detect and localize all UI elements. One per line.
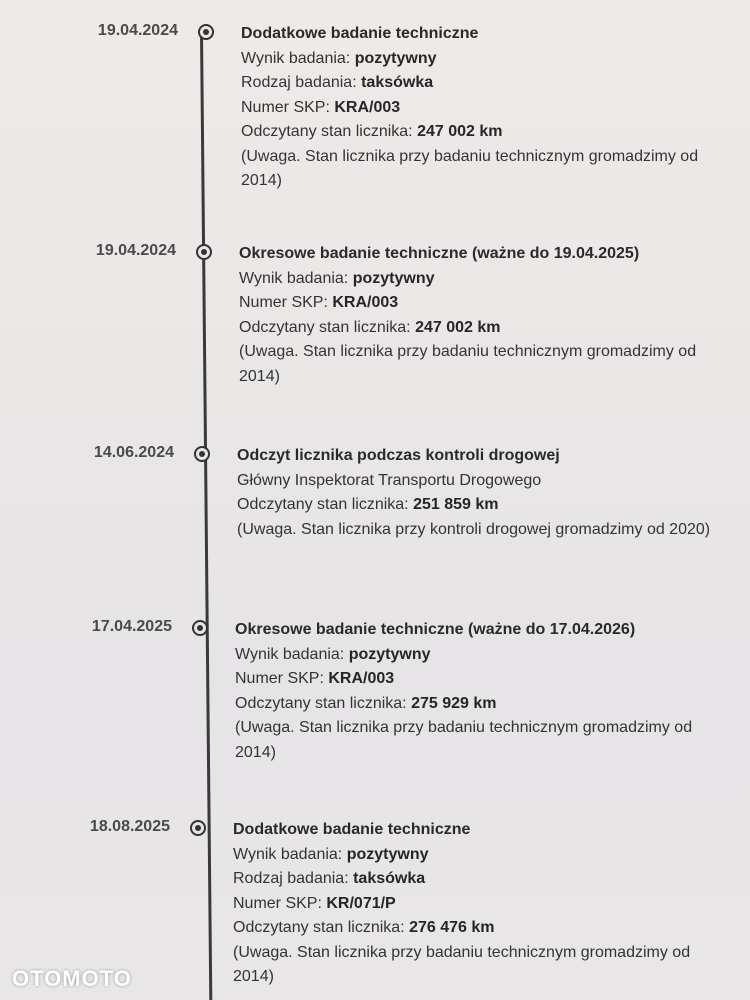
line-value: KRA/003 <box>332 294 399 311</box>
line-label: Numer SKP: <box>235 670 329 687</box>
otomoto-watermark-logo: OTOMOTO <box>12 966 132 991</box>
entry-line <box>241 47 750 72</box>
line-value: KRA/003 <box>334 98 401 116</box>
entry-line <box>237 493 750 518</box>
entry-title: Okresowe badanie techniczne (ważne do 17.04.2026) <box>235 621 636 638</box>
entry-line <box>233 867 750 892</box>
line-value: pozytywny <box>348 645 431 663</box>
entry-line <box>233 892 750 917</box>
line-value: 251 859 km <box>413 496 499 513</box>
entry-line <box>239 291 750 316</box>
entry-line <box>233 916 750 941</box>
entry-details <box>237 444 750 542</box>
entry-note: (Uwaga. Stan licznika przy badaniu technicznym gromadzimy od 2014) <box>233 943 691 985</box>
line-value: taksówka <box>361 74 434 91</box>
line-value: 276 476 km <box>409 919 495 936</box>
line-value: taksówka <box>353 870 426 887</box>
entry-line <box>239 316 750 341</box>
line-label: Odczytany stan licznika: <box>239 318 416 336</box>
entry-line <box>233 843 750 868</box>
line-value: KRA/003 <box>328 670 395 687</box>
entry-date: 19.04.2024 <box>95 242 176 259</box>
line-value: pozytywny <box>346 845 429 863</box>
line-label: Odczytany stan licznika: <box>241 123 418 140</box>
line-value: 247 002 km <box>417 123 503 140</box>
line-label: Odczytany stan licznika: <box>237 496 414 513</box>
entry-title: Odczyt licznika podczas kontroli drogowej <box>237 447 560 464</box>
entry-title: Dodatkowe badanie techniczne <box>233 821 471 838</box>
entry-details <box>233 818 750 990</box>
line-label: Wynik badania: <box>239 269 353 287</box>
entry-line <box>235 667 750 692</box>
timeline-dot-icon <box>198 24 214 40</box>
entry-note: (Uwaga. Stan licznika przy badaniu technicznym gromadzimy od 2014) <box>239 343 697 385</box>
entry-details <box>235 618 750 765</box>
entry-line <box>235 643 750 668</box>
entry-date: 14.06.2024 <box>93 444 174 461</box>
entry-line <box>237 469 750 494</box>
entry-note: (Uwaga. Stan licznika przy badaniu technicznym gromadzimy od 2014) <box>241 147 699 189</box>
entry-note: (Uwaga. Stan licznika przy kontroli drogowej gromadzimy od 2020) <box>237 520 711 538</box>
entry-details <box>239 242 750 389</box>
entry-title: Dodatkowe badanie techniczne <box>241 25 479 42</box>
line-label: Numer SKP: <box>233 894 327 912</box>
line-label: Wynik badania: <box>241 49 355 67</box>
entry-title: Okresowe badanie techniczne (ważne do 19.04.2025) <box>239 245 640 262</box>
entry-date: 18.08.2025 <box>89 818 170 835</box>
line-value: pozytywny <box>354 49 437 67</box>
line-value: 275 929 km <box>411 694 497 712</box>
line-label: Numer SKP: <box>241 98 335 116</box>
entry-line <box>241 120 750 145</box>
entry-line <box>241 96 750 121</box>
line-label: Wynik badania: <box>235 645 349 663</box>
timeline-line <box>200 32 212 1000</box>
line-label: Numer SKP: <box>239 294 333 311</box>
entry-note: (Uwaga. Stan licznika przy badaniu technicznym gromadzimy od 2014) <box>235 719 693 761</box>
line-value: pozytywny <box>352 269 435 287</box>
entry-line <box>241 71 750 96</box>
line-label: Rodzaj badania: <box>233 870 354 887</box>
timeline-dot-icon <box>190 820 206 836</box>
entry-date: 17.04.2025 <box>91 618 172 635</box>
line-value: 247 002 km <box>415 318 501 336</box>
timeline-dot-icon <box>194 446 210 462</box>
entry-details <box>241 22 750 194</box>
line-label: Odczytany stan licznika: <box>235 694 412 712</box>
timeline-dot-icon <box>196 244 212 260</box>
line-label: Główny Inspektorat Transportu Drogowego <box>237 471 542 489</box>
entry-line <box>239 267 750 292</box>
timeline-dot-icon <box>192 620 208 636</box>
line-value: KR/071/P <box>326 894 396 912</box>
line-label: Odczytany stan licznika: <box>233 919 410 936</box>
line-label: Wynik badania: <box>233 845 347 863</box>
entry-line <box>235 692 750 717</box>
entry-date: 19.04.2024 <box>97 22 178 39</box>
line-label: Rodzaj badania: <box>241 74 362 91</box>
